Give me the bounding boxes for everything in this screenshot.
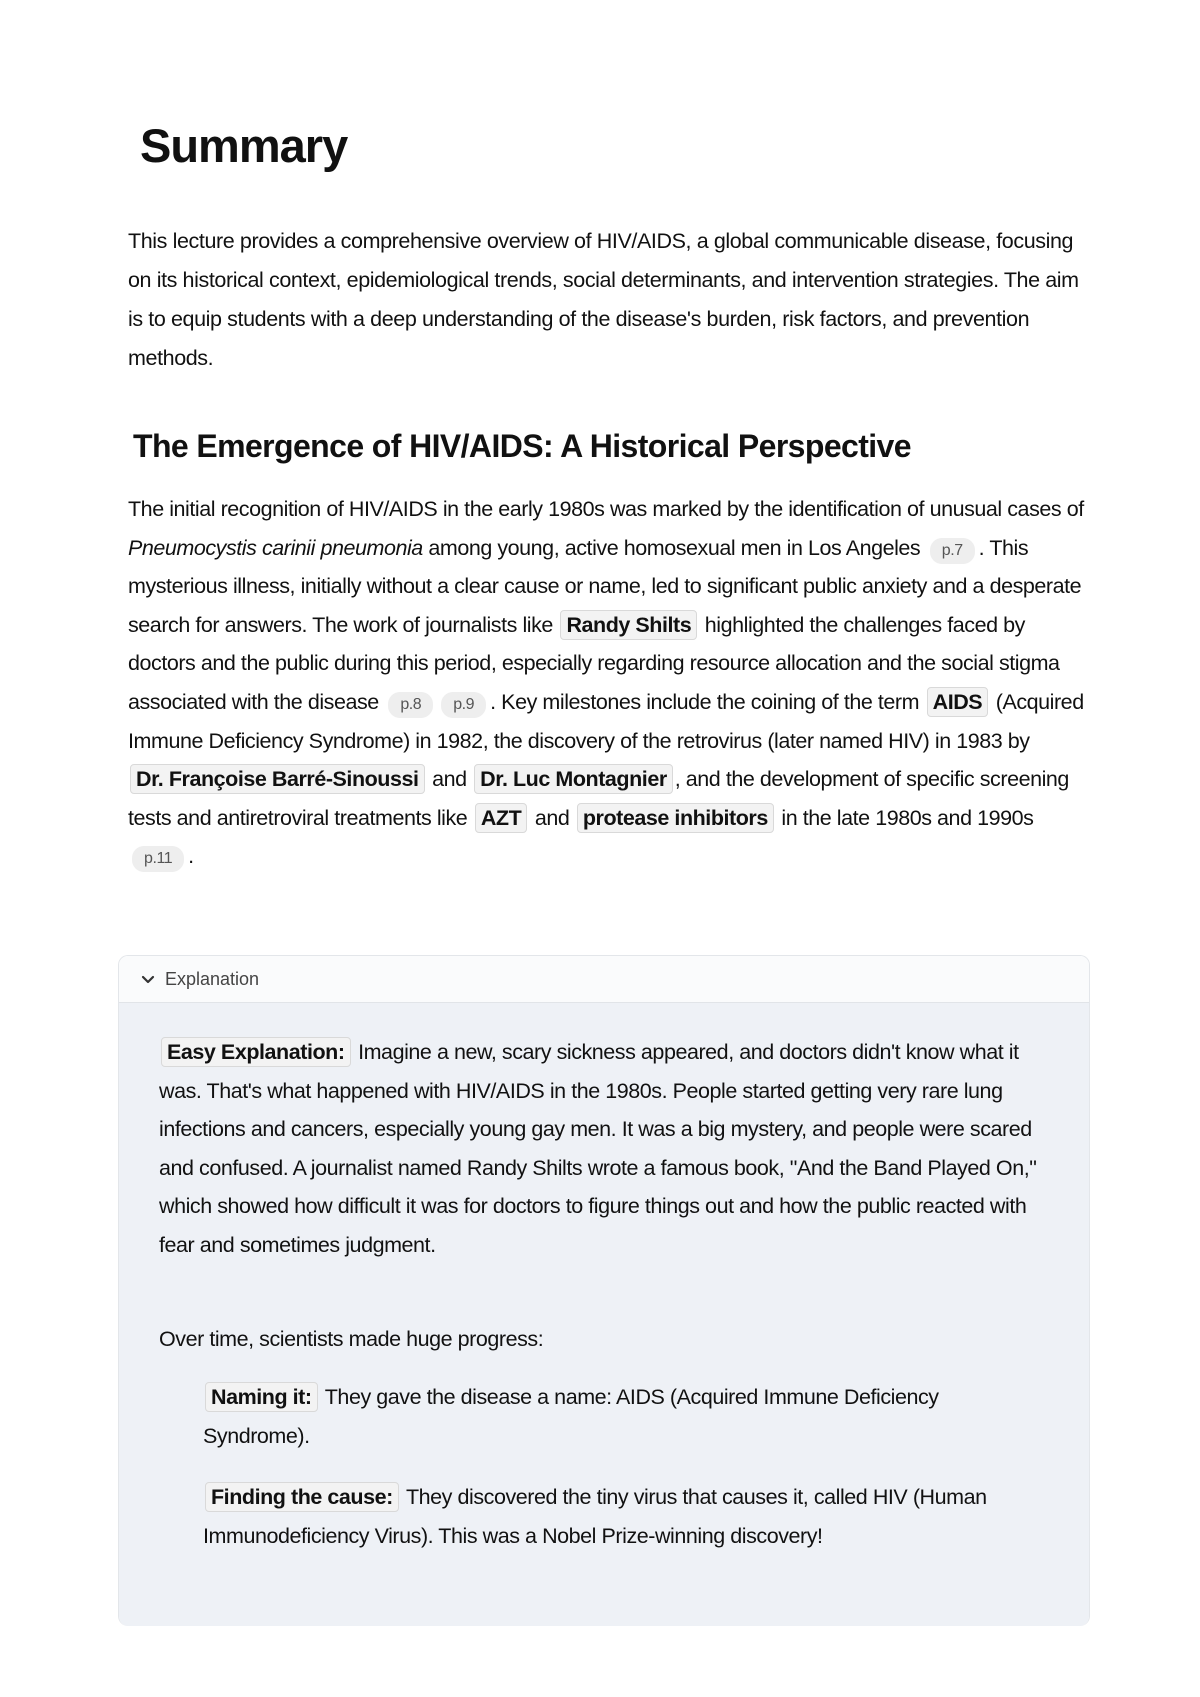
- list-item: [203, 1478, 1049, 1555]
- list-item: [203, 1378, 1049, 1455]
- explanation-body: [119, 1003, 1089, 1626]
- chevron-down-icon: [139, 970, 157, 988]
- explanation-label: Explanation: [165, 968, 260, 989]
- easy-explanation-text: Imagine a new, scary sickness appeared, and doctors didn't know what it was. That's what happened with HIV/AIDS in the 1980s. People started getting very rare lung infections and cancers, especially young gay men. It was a big mystery, and people were scared and confused. A journalist named Randy Shilts wrote a famous book, "And the Band Played On," which showed how difficult it was for doctors to figure things out and how the public reacted with fear and sometimes judgment.: [159, 1040, 1037, 1257]
- text-run: .: [188, 844, 194, 869]
- term-montagnier[interactable]: Dr. Luc Montagnier: [474, 764, 673, 794]
- term-aids[interactable]: AIDS: [927, 687, 989, 717]
- term-barre-sinoussi[interactable]: Dr. Françoise Barré-Sinoussi: [130, 764, 425, 794]
- text-run: . This mysterious illness, initially without a clear cause or name, led to significant public anxiety and a desperate search for answers. The work of journalists like: [128, 535, 1082, 637]
- easy-explanation-tag: Easy Explanation:: [161, 1037, 351, 1067]
- term-randy-shilts[interactable]: Randy Shilts: [560, 610, 697, 640]
- text-run: and: [534, 805, 570, 830]
- explanation-toggle[interactable]: [119, 956, 1089, 1003]
- explanation-panel: [118, 955, 1090, 1626]
- citation-p8[interactable]: p.8: [388, 692, 433, 718]
- easy-explanation-paragraph: [159, 1033, 1049, 1264]
- text-run: . Key milestones include the coining of the term: [490, 689, 920, 714]
- history-paragraph: [128, 490, 1088, 876]
- list-item-tag: Naming it:: [205, 1382, 318, 1412]
- term-protease-inhibitors[interactable]: protease inhibitors: [577, 803, 774, 833]
- citation-p9[interactable]: p.9: [441, 692, 486, 718]
- text-run: highlighted the challenges faced by doctors and the public during this period, especially regarding resource allocation and the social stigma associated with the disease: [128, 612, 1060, 714]
- progress-intro: Over time, scientists made huge progress:: [159, 1327, 544, 1351]
- text-run: The initial recognition of HIV/AIDS in the early 1980s was marked by the identification of unusual cases of: [128, 497, 1084, 521]
- text-run: , and the development of specific screening tests and antiretroviral treatments like: [128, 767, 1069, 830]
- italic-term: Pneumocystis carinii pneumonia: [128, 535, 423, 560]
- list-item-text: They gave the disease a name: AIDS (Acquired Immune Deficiency Syndrome).: [203, 1385, 939, 1448]
- text-run: and: [432, 767, 467, 792]
- text-run: in the late 1980s and 1990s: [781, 805, 1034, 830]
- list-item-text: They discovered the tiny virus that causes it, called HIV (Human Immunodeficiency Virus). This was a Nobel Prize-winning discovery!: [203, 1485, 987, 1548]
- section-heading: The Emergence of HIV/AIDS: A Historical Perspective: [133, 428, 911, 464]
- citation-p7[interactable]: p.7: [930, 538, 975, 564]
- page-title: Summary: [140, 119, 348, 172]
- summary-paragraph: This lecture provides a comprehensive overview of HIV/AIDS, a global communicable disease, focusing on its historical context, epidemiological trends, social determinants, and intervention strategies. The aim is to equip students with a deep understanding of the disease's burden, risk factors, and prevention methods.: [128, 229, 1079, 370]
- list-item-tag: Finding the cause:: [205, 1482, 399, 1512]
- term-azt[interactable]: AZT: [475, 803, 527, 833]
- text-run: among young, active homosexual men in Los Angeles: [422, 535, 921, 560]
- citation-p11[interactable]: p.11: [132, 846, 184, 872]
- text-run: (Acquired Immune Deficiency Syndrome) in 1982, the discovery of the retrovirus (later named HIV) in 1983 by: [128, 689, 1084, 753]
